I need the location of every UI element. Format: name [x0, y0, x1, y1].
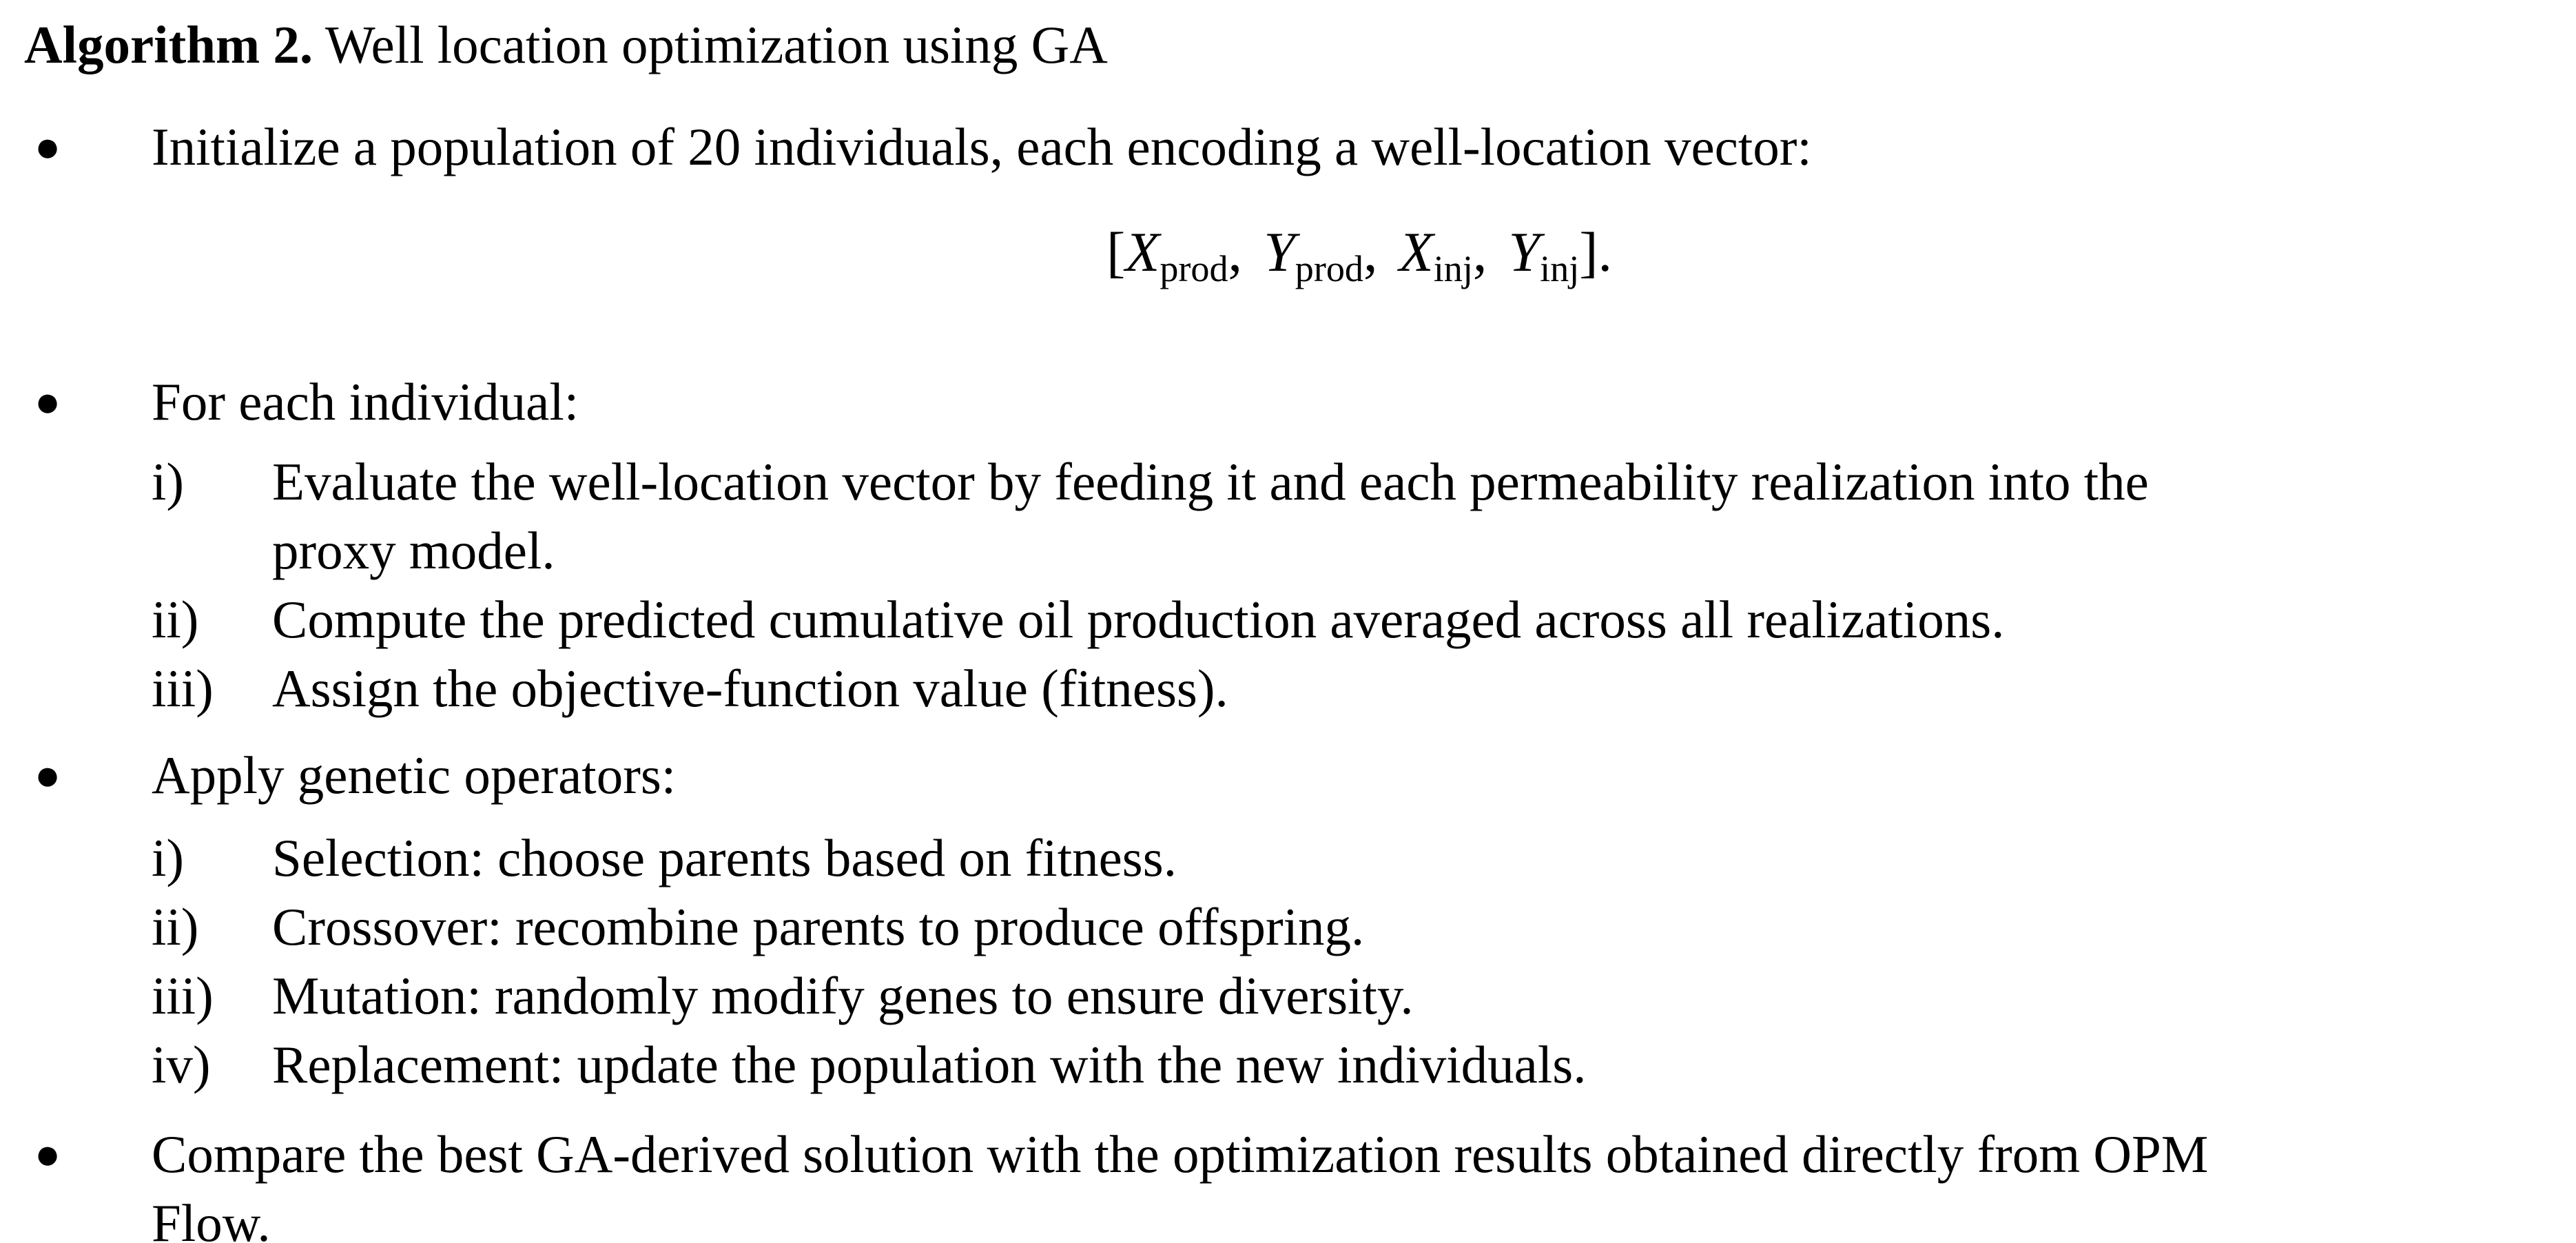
sub-item-compute-text [272, 585, 2570, 654]
bullet-apply-genetic-operators-text: Apply genetic operators: [152, 746, 677, 805]
equation-var-x-inj: X [1399, 220, 1434, 283]
sub-item-mutation [152, 961, 2570, 1030]
sub-item-assign [152, 654, 2570, 723]
bullet-apply-genetic-operators [24, 741, 2570, 810]
sub-item-selection-text [272, 823, 2570, 892]
equation-var-y-inj: Y [1508, 220, 1541, 283]
sub-item-numeral: iii) [152, 966, 214, 1026]
equation-sub-inj: inj [1540, 248, 1580, 290]
equation-comma: , [1363, 220, 1378, 283]
sub-item-numeral: iii) [152, 659, 214, 719]
bullet-marker: ● [34, 378, 61, 427]
sub-item-compute [152, 585, 2570, 654]
equation-comma: , [1228, 220, 1243, 283]
sub-item-numeral: ii) [152, 590, 199, 650]
bullet-initialize-population [24, 112, 2570, 181]
equation-var-x-prod: X [1125, 220, 1160, 283]
for-each-individual-sublist [152, 447, 2570, 723]
sub-item-selection [152, 823, 2570, 892]
text-line: Selection: choose parents based on fitness. [272, 828, 1177, 888]
bullet-marker: ● [34, 1130, 61, 1179]
sub-item-crossover [152, 892, 2570, 961]
bullet-marker: ● [34, 751, 61, 800]
sub-item-assign-text [272, 654, 2570, 723]
text-line: Assign the objective-function value (fitness). [272, 659, 1228, 719]
bullet-initialize-text: Initialize a population of 20 individuals, each encoding a well-location vector: [152, 117, 1812, 176]
sub-item-crossover-text [272, 892, 2570, 961]
bullet-compare-solution [24, 1120, 2570, 1243]
algorithm-heading-title: Well location optimization using GA [313, 15, 1108, 74]
algorithm-heading [24, 10, 2570, 79]
equation-var-y-prod: Y [1264, 220, 1295, 283]
text-line: Flow. [152, 1193, 271, 1243]
sub-item-evaluate-text [272, 447, 2570, 585]
text-line: Replacement: update the population with the new individuals. [272, 1035, 1587, 1095]
sub-item-numeral: i) [152, 452, 185, 512]
sub-item-numeral: i) [152, 828, 185, 888]
bullet-for-each-individual-text: For each individual: [152, 372, 579, 432]
equation-open-bracket: [ [1106, 220, 1126, 283]
genetic-operators-sublist [152, 823, 2570, 1099]
equation-sub-inj: inj [1433, 248, 1473, 290]
text-line: Mutation: randomly modify genes to ensure diversity. [272, 966, 1414, 1026]
well-location-vector-equation [24, 207, 2570, 314]
equation-sub-prod: prod [1160, 248, 1228, 290]
sub-item-evaluate [152, 447, 2570, 585]
sub-item-numeral: ii) [152, 897, 199, 957]
sub-item-mutation-text [272, 961, 2570, 1030]
equation-sub-prod: prod [1295, 248, 1363, 290]
bullet-compare-solution-text [152, 1120, 2570, 1243]
text-line: Evaluate the well-location vector by feeding it and each permeability realization into the [272, 452, 2149, 512]
algorithm-heading-label: Algorithm 2. [24, 15, 313, 74]
bullet-marker: ● [34, 123, 61, 171]
sub-item-numeral: iv) [152, 1035, 211, 1095]
bullet-for-each-individual [24, 367, 2570, 436]
text-line: Crossover: recombine parents to produce offspring. [272, 897, 1365, 957]
text-line: Compute the predicted cumulative oil production averaged across all realizations. [272, 590, 2005, 650]
sub-item-replacement-text [272, 1030, 2570, 1099]
text-line: proxy model. [272, 521, 555, 581]
text-line: Compare the best GA-derived solution with the optimization results obtained directly from OPM [152, 1124, 2209, 1184]
equation-close-bracket: ]. [1579, 220, 1613, 283]
equation-comma: , [1472, 220, 1487, 283]
sub-item-replacement [152, 1030, 2570, 1099]
